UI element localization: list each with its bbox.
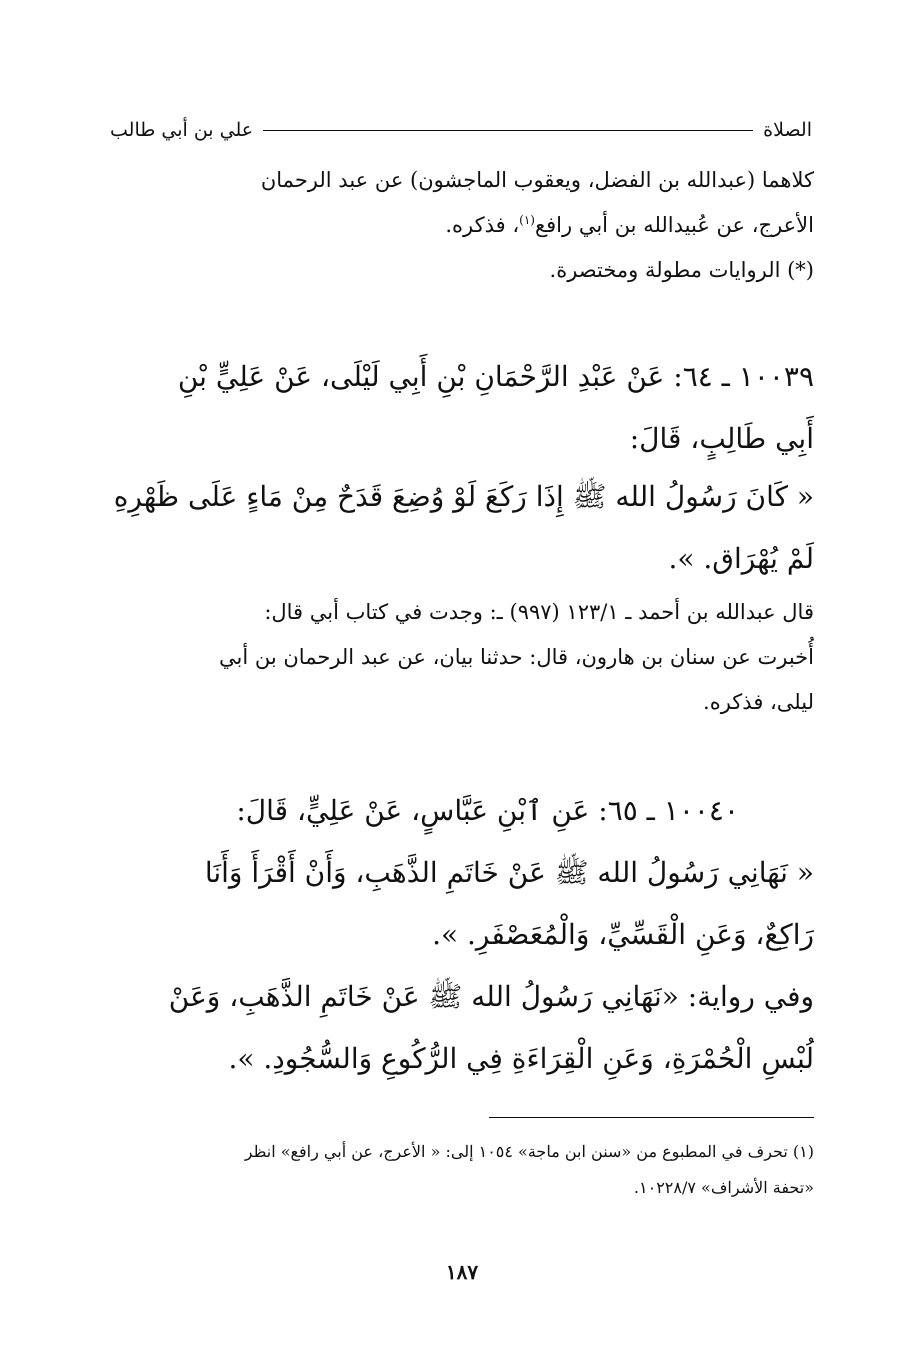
hadith-text-line: « نَهَانِي رَسُولُ الله ﷺ عَنْ خَاتَمِ الذَّهَبِ، وَأَنْ أَقْرَأَ وَأَنَا	[204, 856, 814, 889]
variant-line: وفي رواية: «نَهَانِي رَسُولُ الله ﷺ عَنْ خَاتَمِ الذَّهَبِ، وَعَنْ	[168, 980, 814, 1013]
intro-text: الأعرج، عن عُبيدالله بن أبي رافع	[534, 213, 814, 237]
header-book-title: علي بن أبي طالب	[110, 119, 254, 141]
hadith-heading-line: ١٠٠٣٩ ـ ٦٤: عَنْ عَبْدِ الرَّحْمَانِ بْنِ أَبِي لَيْلَى، عَنْ عَلِيٍّ بْنِ	[177, 360, 814, 393]
hadith-64-text	[110, 466, 814, 590]
footnote	[110, 1134, 814, 1206]
hadith-text-line: لَمْ يُهْرَاق. ».	[668, 542, 814, 575]
hadith-text-line: رَاكِعٌ، وَعَنِ الْقَسِّيِّ، وَالْمُعَصْفَرِ. ».	[432, 918, 814, 951]
footnote-reference[interactable]: (١)	[519, 213, 535, 227]
page-number: ١٨٧	[445, 1260, 479, 1284]
variant-line: لُبْسِ الْحُمْرَةِ، وَعَنِ الْقِرَاءَةِ فِي الرُّكُوعِ وَالسُّجُودِ. ».	[228, 1042, 814, 1075]
footnote-separator	[489, 1117, 814, 1118]
source-line: قال عبدالله بن أحمد ـ ١٢٣/١ (٩٩٧) ـ: وجدت في كتاب أبي قال:	[264, 600, 814, 624]
header-rule	[263, 130, 753, 131]
hadith-text-line: « كَانَ رَسُولُ الله ﷺ إِذَا رَكَعَ لَوْ وُضِعَ قَدَحٌ مِنْ مَاءٍ عَلَى ظَهْرِهِ	[113, 480, 814, 513]
header-section-title: الصلاة	[763, 119, 812, 141]
source-line: ليلى، فذكره.	[703, 690, 814, 714]
running-header	[110, 112, 812, 148]
intro-line	[110, 203, 814, 248]
hadith-64-source	[110, 590, 814, 725]
footnote-line: (١) تحرف في المطبوع من «سنن ابن ماجة» ١٠٥٤ إلى: « الأعرج، عن أبي رافع» انظر	[244, 1142, 814, 1161]
intro-note: (*) الروايات مطولة ومختصرة.	[549, 258, 814, 282]
hadith-64-heading	[110, 346, 814, 470]
intro-text: ، فذكره.	[445, 213, 520, 237]
hadith-65	[110, 780, 814, 1090]
source-line: أُخبرت عن سنان بن هارون، قال: حدثنا بيان، عن عبد الرحمان بن أبي	[219, 645, 814, 669]
footnote-line: «تحفة الأشراف» ١٠٢٢٨/٧.	[633, 1178, 814, 1197]
intro-line: كلاهما (عبدالله بن الفضل، ويعقوب الماجشون) عن عبد الرحمان	[260, 168, 814, 192]
hadith-heading-line: أَبِي طَالِبٍ، قَالَ:	[629, 422, 814, 455]
intro-paragraph	[110, 158, 814, 293]
hadith-heading-line: ١٠٠٤٠ ـ ٦٥: عَنِ ٱبْنِ عَبَّاسٍ، عَنْ عَلِيٍّ، قَالَ:	[236, 794, 739, 827]
